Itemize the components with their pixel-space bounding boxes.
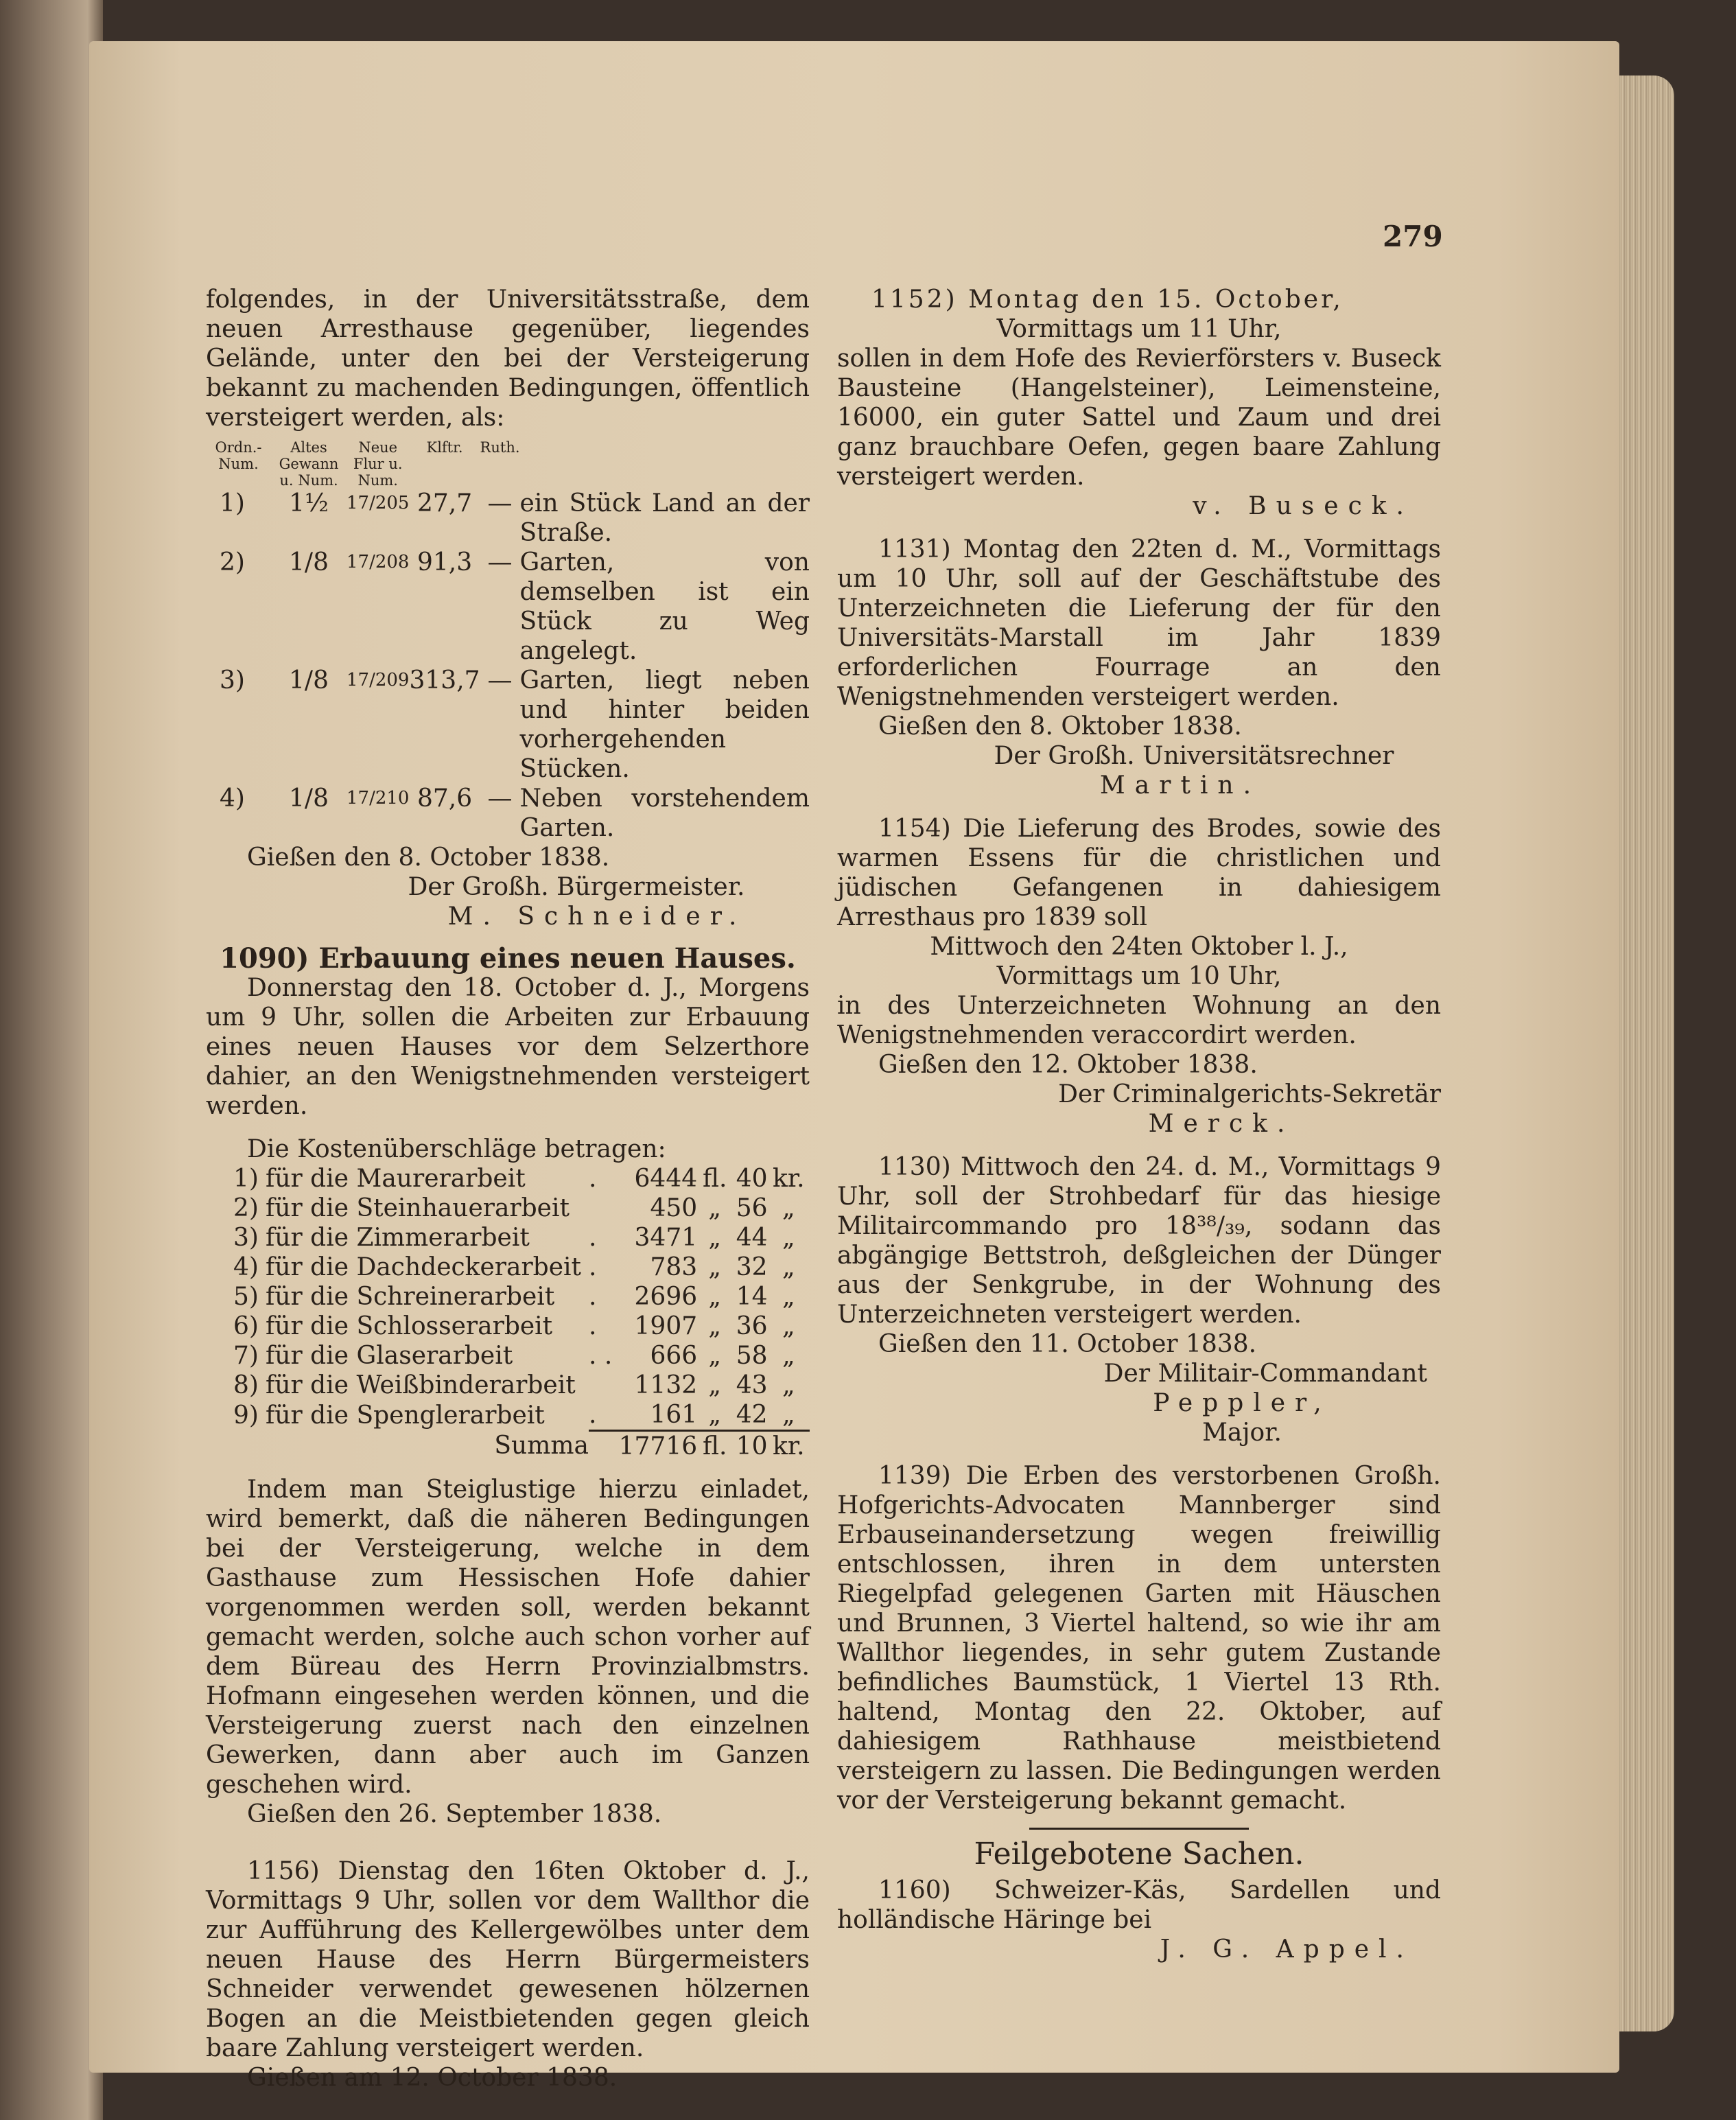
- cost-kr-unit: „: [782, 1283, 795, 1311]
- header-ordn: Ordn.-Num.: [215, 439, 262, 472]
- cost-fl: 666: [650, 1342, 698, 1370]
- cost-fl-unit: „: [708, 1371, 722, 1399]
- cost-fl-unit: „: [708, 1253, 722, 1281]
- paragraph-1154-date: Mittwoch den 24ten Oktober l. J.,: [930, 933, 1348, 961]
- parcel-dash: —: [487, 784, 513, 813]
- table-row: [206, 1371, 810, 1400]
- table-row: [206, 1193, 810, 1223]
- parcel-old: 1/8: [289, 548, 329, 576]
- cost-dots: .: [588, 1401, 597, 1429]
- cost-fl-unit: „: [708, 1224, 722, 1252]
- paragraph-1130: 1130) Mittwoch den 24. d. M., Vormittags 9 Uhr, soll der Strohbedarf für das hiesige Militaircommando pro 18³⁸/₃₉, sodann das abgängige Bettstroh, deßgleichen der Dünger aus der Senkgrube, in der Wohnung des Unterzeichneten versteigert werden.: [837, 1153, 1441, 1329]
- header-neue: Neue Flur u. Num.: [353, 439, 403, 489]
- paragraph-indem: Indem man Steiglustige hierzu einladet, wird bemerkt, daß die näheren Bedingungen bei der Versteigerung, welche in dem Gasthause zum Hessischen Hofe dahier vorgenommen werden soll, werden bekannt gemacht werden, solche auch schon vorher auf dem Büreau des Herrn Provinzialbmstrs. Hofmann eingesehen werden können, und die Versteigerung zuerst nach den einzelnen Gewerken, dann aber auch im Ganzen geschehen wird.: [206, 1476, 810, 1799]
- cost-number: 8): [233, 1371, 259, 1399]
- table-row: [206, 1341, 810, 1371]
- cost-kr-unit: „: [782, 1371, 795, 1399]
- cost-number: 7): [233, 1342, 259, 1370]
- sum-fl-unit: fl.: [697, 1431, 732, 1462]
- cost-label: für die Maurerarbeit: [266, 1165, 526, 1193]
- parcel-old: 1/8: [289, 784, 329, 813]
- parcel-dash: —: [487, 489, 513, 517]
- paragraph-1131: 1131) Montag den 22ten d. M., Vormittags um 10 Uhr, soll auf der Geschäftstube des Unterzeichneten die Lieferung der für den Universitäts-Marstall im Jahr 1839 erforderlichen Fourrage an den Wenigstnehmenden versteigert werden.: [837, 535, 1441, 711]
- parcel-new: 17/210: [347, 788, 410, 808]
- signature-1152: v. Buseck.: [1193, 492, 1414, 520]
- date-1154: Gießen den 12. Oktober 1838.: [878, 1051, 1258, 1079]
- cost-kr: 36: [736, 1312, 768, 1340]
- cost-number: 2): [233, 1194, 259, 1222]
- cost-label: für die Schreinerarbeit: [266, 1283, 555, 1311]
- parcel-old: 1/8: [289, 666, 329, 695]
- cost-label: für die Spenglerarbeit: [266, 1401, 545, 1430]
- header-ruth: Ruth.: [480, 439, 520, 456]
- cost-label: für die Dachdeckerarbeit: [266, 1253, 581, 1281]
- signature-title-1154: Der Criminalgerichts-Sekretär: [1058, 1080, 1441, 1108]
- cost-fl: 6444: [634, 1165, 698, 1193]
- cost-fl-unit: fl.: [703, 1165, 727, 1193]
- table-row: [206, 548, 810, 666]
- cost-dots: .: [588, 1312, 597, 1340]
- cost-intro: Die Kostenüberschläge betragen:: [247, 1135, 666, 1163]
- parcel-table: [206, 439, 810, 843]
- heading-1152: 1152) Montag den 15. October,: [871, 286, 1344, 314]
- parcel-area: 91,3: [417, 548, 473, 576]
- header-klftr: Klftr.: [426, 439, 463, 456]
- cost-label: für die Zimmerarbeit: [266, 1224, 530, 1252]
- table-row: [206, 1164, 810, 1193]
- cost-dots: . .: [588, 1342, 613, 1370]
- signature-name-1131: Martin.: [1099, 771, 1261, 800]
- cost-fl-unit: „: [708, 1401, 722, 1429]
- cost-fl-unit: „: [708, 1312, 722, 1340]
- signature-title-1: Der Großh. Bürgermeister.: [408, 873, 745, 901]
- parcel-area: 87,6: [417, 784, 473, 813]
- sum-kr-unit: kr.: [768, 1431, 810, 1462]
- cost-fl-unit: „: [708, 1342, 722, 1370]
- parcel-area: 313,7: [409, 666, 480, 695]
- parcel-desc: Garten, liegt neben und hinter beiden vorhergehenden Stücken.: [519, 666, 810, 783]
- cost-number: 9): [233, 1401, 259, 1430]
- cost-label: für die Weißbinderarbeit: [266, 1371, 576, 1399]
- parcel-new: 17/205: [347, 493, 410, 513]
- parcel-dash: —: [487, 666, 513, 695]
- cost-number: 4): [233, 1253, 259, 1281]
- cost-fl: 1907: [634, 1312, 698, 1340]
- table-row: [206, 666, 810, 784]
- cost-number: 3): [233, 1224, 259, 1252]
- parcel-number: 1): [220, 489, 245, 517]
- paragraph-1160: 1160) Schweizer-Käs, Sardellen und holländische Häringe bei: [837, 1876, 1441, 1934]
- section-divider: [1029, 1828, 1249, 1830]
- table-row: [206, 1400, 810, 1431]
- cost-dots: .: [588, 1253, 597, 1281]
- sum-label: Summa: [494, 1432, 589, 1460]
- header-altes: Altes Gewann u. Num.: [279, 439, 339, 489]
- heading-1090: 1090) Erbauung eines neuen Hauses.: [220, 942, 796, 975]
- parcel-number: 2): [220, 548, 245, 576]
- sum-row: [206, 1431, 810, 1462]
- parcel-desc: Garten, von demselben ist ein Stück zu Weg angelegt.: [519, 548, 810, 665]
- cost-kr: 58: [736, 1342, 768, 1370]
- signature-name-1154: Merck.: [1148, 1110, 1295, 1138]
- cost-dots: .: [588, 1224, 597, 1252]
- cost-fl-unit: „: [708, 1283, 722, 1311]
- cost-kr-unit: „: [782, 1224, 795, 1252]
- parcel-old: 1½: [289, 489, 329, 517]
- right-column: [837, 285, 1441, 1964]
- cost-kr-unit: kr.: [773, 1165, 805, 1193]
- paragraph-1154-time: Vormittags um 10 Uhr,: [996, 962, 1282, 990]
- parcel-number: 4): [220, 784, 245, 813]
- cost-label: für die Steinhauerarbeit: [266, 1194, 570, 1222]
- cost-kr-unit: „: [782, 1194, 795, 1222]
- table-row: [206, 784, 810, 843]
- paragraph-1154-b: in des Unterzeichneten Wohnung an den Wenigstnehmenden veraccordirt werden.: [837, 992, 1441, 1049]
- paragraph-1139: 1139) Die Erben des verstorbenen Großh. Hofgerichts-Advocaten Mannberger sind Erbauseinandersetzung wegen freiwillig entschlossen, ihren in dem untersten Riegelpfad gelegenen Garten mit Häuschen und Brunnen, 3 Viertel haltend, so wie ihr am Wallthor liegendes, in sehr gutem Zustande befindliches Baumstück, 1 Viertel 13 Rth. haltend, Montag den 22. Oktober, auf dahiesigem Rathhause meistbietend versteigern zu lassen. Die Bedingungen werden vor der Versteigerung bekannt gemacht.: [837, 1462, 1441, 1815]
- cost-kr-unit: „: [782, 1342, 795, 1370]
- paragraph-1156: 1156) Dienstag den 16ten Oktober d. J., Vormittags 9 Uhr, sollen vor dem Wallthor die zur Aufführung des Kellergewölbes unter dem neuen Hause des Herrn Bürgermeisters Schneider verwendet gewesenen hölzernen Bogen an die Meistbietenden gegen gleich baare Zahlung versteigert werden.: [206, 1857, 810, 2062]
- cost-kr-unit: „: [782, 1312, 795, 1340]
- date-3: Gießen am 12. October 1838.: [247, 2064, 618, 2092]
- parcel-area: 27,7: [417, 489, 473, 517]
- cost-number: 1): [233, 1165, 259, 1193]
- signature-name-1130: Peppler,: [1153, 1389, 1331, 1417]
- sum-fl: 17716: [617, 1431, 697, 1462]
- cost-fl: 161: [650, 1401, 698, 1429]
- cost-kr-unit: „: [782, 1253, 795, 1281]
- date-1130: Gießen den 11. October 1838.: [878, 1330, 1257, 1358]
- signature-name-1: M. Schneider.: [447, 902, 747, 931]
- cost-fl: 783: [650, 1253, 698, 1281]
- parcel-desc: ein Stück Land an der Straße.: [519, 489, 810, 547]
- cost-fl: 2696: [634, 1283, 698, 1311]
- table-row: [206, 1223, 810, 1253]
- sum-kr: 10: [732, 1431, 767, 1462]
- table-row: [206, 1253, 810, 1282]
- cost-kr: 43: [736, 1371, 768, 1399]
- paragraph-1154: 1154) Die Lieferung des Brodes, sowie des warmen Essens für die christlichen und jüdischen Gefangenen in dahiesigem Arresthaus pro 1839 soll: [837, 815, 1441, 931]
- parcel-header-row: [206, 439, 810, 489]
- parcel-new: 17/208: [347, 552, 410, 572]
- cost-kr: 40: [736, 1165, 768, 1193]
- cost-number: 5): [233, 1283, 259, 1311]
- signature-title-1131: Der Großh. Universitätsrechner: [994, 742, 1394, 770]
- cost-label: für die Glaserarbeit: [266, 1342, 513, 1370]
- parcel-number: 3): [220, 666, 245, 695]
- cost-kr: 14: [736, 1283, 768, 1311]
- page-number: 279: [1383, 220, 1443, 253]
- cost-label: für die Schlosserarbeit: [266, 1312, 553, 1340]
- cost-kr-unit: „: [782, 1401, 795, 1429]
- intro-paragraph: folgendes, in der Universitätsstraße, dem neuen Arresthause gegenüber, liegendes Gelände, unter den bei der Versteigerung bekannt zu machenden Bedingungen, öffentlich versteigert werden, als:: [206, 286, 810, 432]
- cost-table: [206, 1164, 810, 1461]
- date-1: Gießen den 8. October 1838.: [247, 843, 610, 872]
- cost-fl-unit: „: [708, 1194, 722, 1222]
- paragraph-1152: sollen in dem Hofe des Revierförsters v. Buseck Bausteine (Hangelsteiner), Leimensteine, 16000, ein guter Sattel und Zaum und drei ganz brauchbare Oefen, gegen baare Zahlung versteigert werden.: [837, 345, 1441, 491]
- table-row: [206, 1282, 810, 1312]
- cost-kr: 32: [736, 1253, 768, 1281]
- cost-kr: 44: [736, 1224, 768, 1252]
- signature-title-1130: Der Militair-Commandant: [1103, 1360, 1427, 1388]
- table-row: [206, 1312, 810, 1341]
- cost-fl: 3471: [634, 1224, 698, 1252]
- cost-fl: 1132: [634, 1371, 698, 1399]
- parcel-dash: —: [487, 548, 513, 576]
- cost-kr: 56: [736, 1194, 768, 1222]
- cost-kr: 42: [736, 1401, 768, 1429]
- parcel-desc: Neben vorstehendem Garten.: [519, 784, 810, 842]
- date-2: Gießen den 26. September 1838.: [247, 1800, 662, 1828]
- cost-dots: .: [588, 1165, 597, 1193]
- section-title: Feilgebotene Sachen.: [974, 1837, 1304, 1872]
- date-1131: Gießen den 8. Oktober 1838.: [878, 712, 1242, 741]
- parcel-new: 17/209: [347, 670, 410, 690]
- table-row: [206, 489, 810, 548]
- heading-1152-time: Vormittags um 11 Uhr,: [996, 315, 1282, 343]
- cost-number: 6): [233, 1312, 259, 1340]
- cost-dots: [589, 1193, 617, 1223]
- cost-fl: 450: [650, 1194, 698, 1222]
- facing-page-edge: [0, 0, 103, 2120]
- signature-1160: J. G. Appel.: [1160, 1935, 1414, 1964]
- cost-dots: [589, 1371, 617, 1400]
- paragraph-1090: Donnerstag den 18. October d. J., Morgens um 9 Uhr, sollen die Arbeiten zur Erbauung eines neuen Hauses vor dem Selzerthore dahier, an den Wenigstnehmenden versteigert werden.: [206, 974, 810, 1120]
- cost-dots: .: [588, 1283, 597, 1311]
- left-column: [206, 285, 810, 2093]
- signature-rank-1130: Major.: [1202, 1419, 1282, 1447]
